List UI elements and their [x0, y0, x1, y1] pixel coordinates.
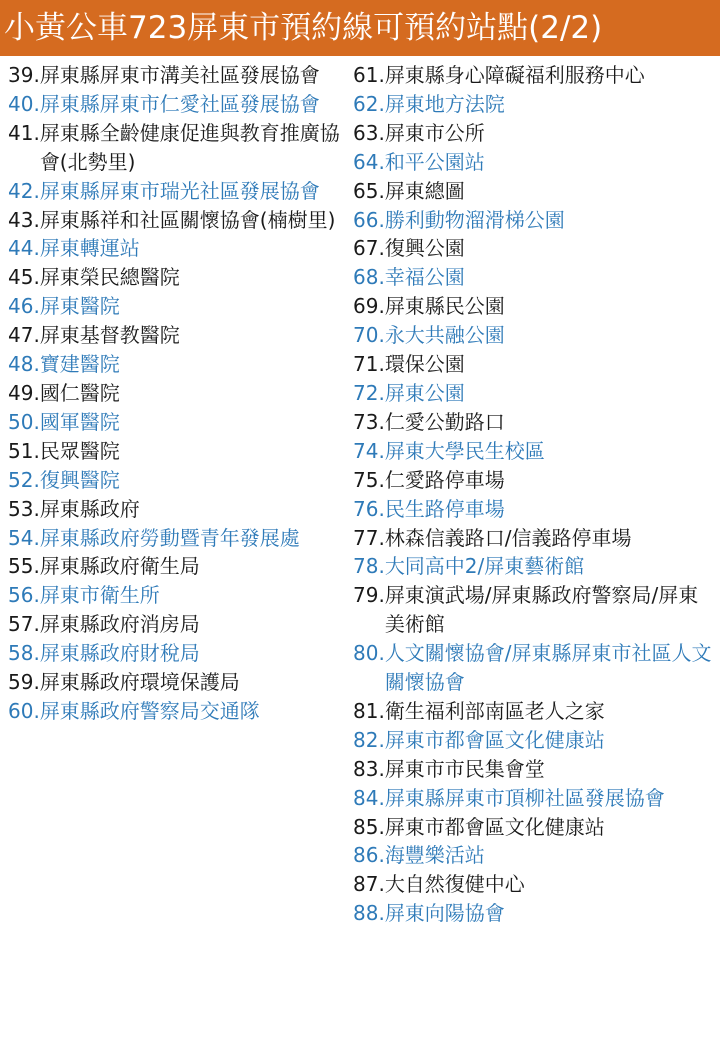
stop-number: 55. — [8, 554, 40, 579]
stop-name: 屏東市衛生所 — [39, 583, 160, 608]
stop-item — [8, 234, 348, 263]
stop-item — [353, 234, 715, 263]
stop-item — [8, 668, 348, 697]
stop-item — [8, 524, 348, 553]
stop-name: 屏東縣政府勞動暨青年發展處 — [39, 525, 300, 550]
stop-number: 65. — [353, 178, 385, 203]
stop-name: 國仁醫院 — [39, 380, 120, 405]
stop-number: 62. — [353, 91, 385, 116]
stop-name: 寶建醫院 — [39, 352, 120, 377]
stop-item — [353, 90, 715, 119]
stop-number: 49. — [8, 380, 40, 405]
stop-item — [353, 495, 715, 524]
stop-name: 屏東市公所 — [384, 120, 485, 145]
stop-name: 和平公園站 — [384, 149, 485, 174]
stop-item — [353, 841, 715, 870]
stop-item — [353, 639, 715, 697]
stop-number: 71. — [353, 352, 385, 377]
stop-item — [8, 177, 348, 206]
stop-item — [8, 437, 348, 466]
stop-number: 68. — [353, 265, 385, 290]
stop-number: 66. — [353, 207, 385, 232]
stop-item — [353, 379, 715, 408]
stop-number: 81. — [353, 698, 385, 723]
stop-name: 大自然復健中心 — [384, 872, 525, 897]
stop-item — [353, 524, 715, 553]
stop-item — [8, 350, 348, 379]
stop-item — [8, 581, 348, 610]
stop-name: 屏東縣屏東市頂柳社區發展協會 — [384, 785, 665, 810]
stop-number: 73. — [353, 409, 385, 434]
stop-name: 林森信義路口/信義路停車場 — [384, 525, 632, 550]
stop-number: 45. — [8, 265, 40, 290]
stop-item — [8, 292, 348, 321]
stop-name: 復興醫院 — [39, 467, 120, 492]
stop-item — [353, 148, 715, 177]
stop-item — [8, 119, 348, 177]
stop-item — [8, 495, 348, 524]
stop-item — [8, 408, 348, 437]
stop-number: 44. — [8, 236, 40, 261]
stop-name: 屏東演武場/屏東縣政府警察局/屏東美術館 — [384, 583, 699, 637]
stop-item — [353, 899, 715, 928]
stop-number: 58. — [8, 641, 40, 666]
stop-number: 52. — [8, 467, 40, 492]
stop-name: 屏東縣政府 — [39, 496, 140, 521]
stop-item — [8, 379, 348, 408]
stop-item — [8, 206, 348, 235]
stop-name: 民生路停車場 — [384, 496, 505, 521]
stop-number: 79. — [353, 583, 385, 608]
stop-number: 46. — [8, 294, 40, 319]
stop-number: 69. — [353, 294, 385, 319]
stop-item — [353, 177, 715, 206]
stop-number: 83. — [353, 756, 385, 781]
stop-item — [8, 697, 348, 726]
stop-number: 48. — [8, 352, 40, 377]
stop-number: 50. — [8, 409, 40, 434]
stop-number: 60. — [8, 698, 40, 723]
stop-name: 屏東基督教醫院 — [39, 323, 180, 348]
stop-name: 屏東地方法院 — [384, 91, 505, 116]
stop-name: 屏東大學民生校區 — [384, 438, 545, 463]
stop-number: 42. — [8, 178, 40, 203]
stop-number: 43. — [8, 207, 40, 232]
stop-item — [353, 870, 715, 899]
stop-number: 57. — [8, 612, 40, 637]
stop-item — [8, 263, 348, 292]
stop-name: 海豐樂活站 — [384, 843, 485, 868]
stop-item — [353, 784, 715, 813]
stop-item — [8, 61, 348, 90]
stop-number: 86. — [353, 843, 385, 868]
stop-number: 51. — [8, 438, 40, 463]
stop-item — [8, 552, 348, 581]
stop-name: 屏東縣政府衛生局 — [39, 554, 200, 579]
stop-name: 屏東縣民公園 — [384, 294, 505, 319]
stop-number: 61. — [353, 63, 385, 87]
stop-number: 70. — [353, 323, 385, 348]
stop-number: 56. — [8, 583, 40, 608]
stop-number: 87. — [353, 872, 385, 897]
stop-name: 復興公園 — [384, 236, 465, 261]
stop-name: 屏東縣屏東市仁愛社區發展協會 — [39, 91, 320, 116]
stop-name: 屏東縣屏東市瑞光社區發展協會 — [39, 178, 320, 203]
stop-number: 47. — [8, 323, 40, 348]
stop-name: 人文關懷協會/屏東縣屏東市社區人文關懷協會 — [384, 641, 712, 695]
stop-number: 78. — [353, 554, 385, 579]
stop-item — [8, 90, 348, 119]
stop-item — [353, 119, 715, 148]
stop-name: 屏東市市民集會堂 — [384, 756, 545, 781]
stop-name: 屏東醫院 — [39, 294, 120, 319]
stop-item — [353, 726, 715, 755]
stop-item — [8, 466, 348, 495]
stop-name: 屏東縣政府環境保護局 — [39, 670, 240, 695]
stop-number: 40. — [8, 91, 40, 116]
stop-number: 82. — [353, 727, 385, 752]
stop-item — [353, 581, 715, 639]
stop-name: 衛生福利部南區老人之家 — [384, 698, 605, 723]
stop-number: 41. — [8, 120, 40, 145]
stop-name: 國軍醫院 — [39, 409, 120, 434]
stop-name: 屏東榮民總醫院 — [39, 265, 180, 290]
stop-number: 54. — [8, 525, 40, 550]
stop-number: 77. — [353, 525, 385, 550]
stop-item — [353, 437, 715, 466]
stop-number: 85. — [353, 814, 385, 839]
stop-number: 74. — [353, 438, 385, 463]
stop-number: 76. — [353, 496, 385, 521]
stop-item — [353, 61, 715, 90]
stop-name: 仁愛路停車場 — [384, 467, 505, 492]
stop-name: 屏東市都會區文化健康站 — [384, 814, 605, 839]
stop-number: 39. — [8, 63, 40, 87]
stop-name: 屏東市都會區文化健康站 — [384, 727, 605, 752]
stop-item — [353, 292, 715, 321]
stop-number: 63. — [353, 120, 385, 145]
stop-name: 屏東轉運站 — [39, 236, 140, 261]
stop-item — [353, 755, 715, 784]
stop-name: 仁愛公勤路口 — [384, 409, 505, 434]
stop-number: 64. — [353, 149, 385, 174]
stop-number: 53. — [8, 496, 40, 521]
stop-name: 屏東總圖 — [384, 178, 465, 203]
stop-name: 屏東縣政府警察局交通隊 — [39, 698, 260, 723]
stop-name: 幸福公園 — [384, 265, 465, 290]
stop-name: 屏東向陽協會 — [384, 901, 505, 926]
stop-name: 屏東縣祥和社區關懷協會(楠樹里) — [39, 207, 336, 232]
stop-name: 屏東縣身心障礙福利服務中心 — [384, 63, 645, 87]
stop-number: 59. — [8, 670, 40, 695]
stop-number: 84. — [353, 785, 385, 810]
stop-name: 屏東縣全齡健康促進與教育推廣協會(北勢里) — [39, 120, 340, 174]
stop-name: 勝利動物溜滑梯公園 — [384, 207, 565, 232]
stop-item — [353, 813, 715, 842]
stop-item — [353, 206, 715, 235]
stop-item — [353, 552, 715, 581]
stop-name: 屏東縣政府消房局 — [39, 612, 200, 637]
stop-name: 屏東縣屏東市溝美社區發展協會 — [39, 63, 320, 87]
stop-item — [8, 321, 348, 350]
stop-number: 72. — [353, 380, 385, 405]
stop-item — [353, 466, 715, 495]
stop-item — [353, 697, 715, 726]
stop-list-right — [353, 61, 715, 928]
stop-item — [353, 321, 715, 350]
stop-number: 67. — [353, 236, 385, 261]
stop-item — [8, 610, 348, 639]
stop-item — [353, 408, 715, 437]
stop-number: 75. — [353, 467, 385, 492]
stop-list-left — [8, 61, 348, 726]
stop-name: 永大共融公園 — [384, 323, 505, 348]
stop-item — [353, 263, 715, 292]
stop-name: 屏東縣政府財稅局 — [39, 641, 200, 666]
stop-name: 大同高中2/屏東藝術館 — [384, 554, 585, 579]
stop-item — [353, 350, 715, 379]
page-title: 小黃公車723屏東市預約線可預約站點(2/2) — [0, 0, 720, 56]
stop-name: 環保公園 — [384, 352, 465, 377]
stop-name: 民眾醫院 — [39, 438, 120, 463]
stop-name: 屏東公園 — [384, 380, 465, 405]
stop-number: 80. — [353, 641, 385, 666]
stop-number: 88. — [353, 901, 385, 926]
stop-item — [8, 639, 348, 668]
